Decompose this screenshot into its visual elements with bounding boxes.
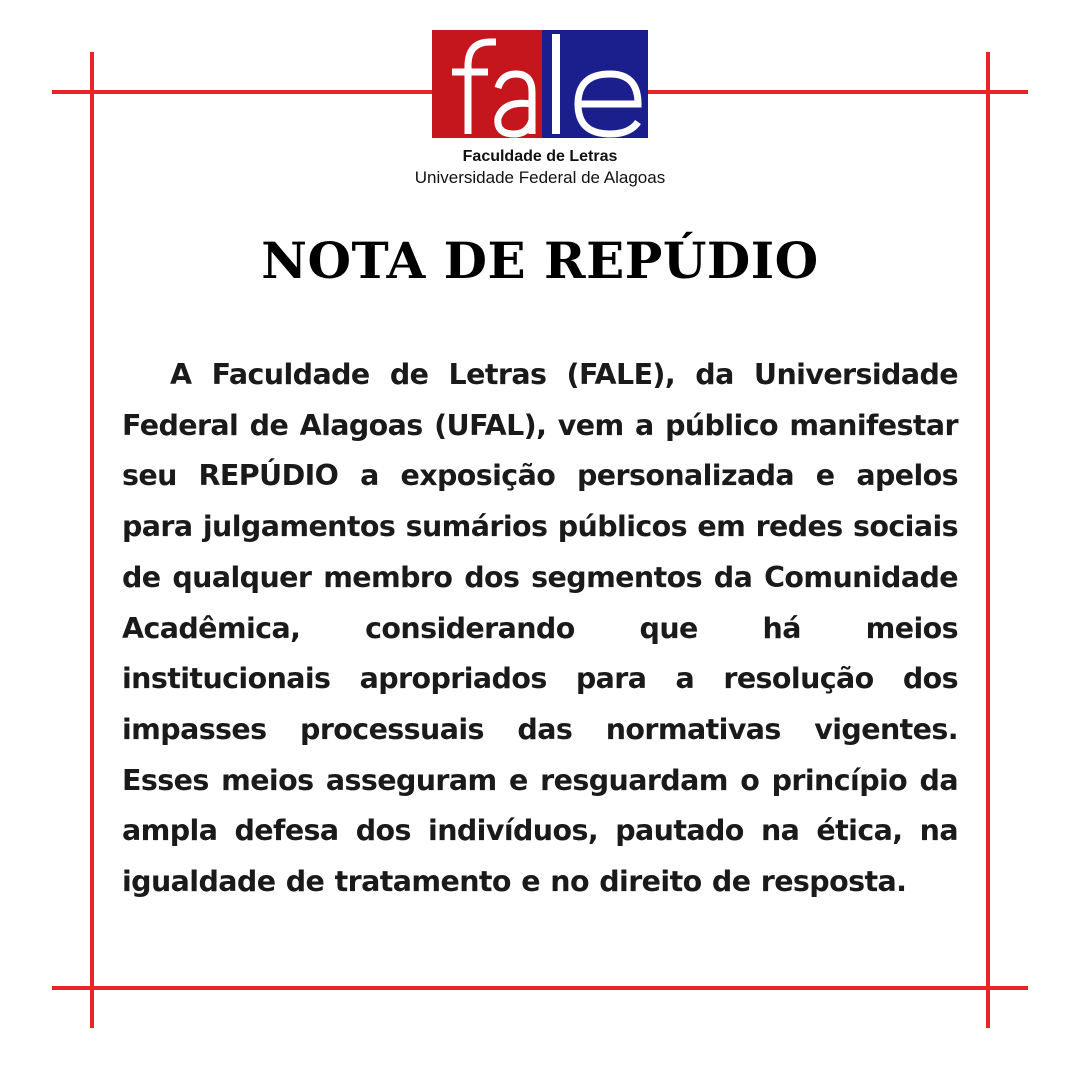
page-title: NOTA DE REPÚDIO	[261, 231, 819, 290]
frame-line-right	[986, 52, 990, 1028]
university-name: Universidade Federal de Alagoas	[414, 168, 666, 187]
frame-line-left	[90, 52, 94, 1028]
statement-body: A Faculdade de Letras (FALE), da Universidade Federal de Alagoas (UFAL), vem a público manifestar seu REPÚDIO a exposição personalizada e apelos para julgamentos sumários públicos em redes sociais de qualquer membro dos segmentos da Comunidade Acadêmica, considerando que há meios institucionais apropriados para a resolução dos impasses processuais das normativas vigentes. Esses meios asseguram e resguardam o princípio da ampla defesa dos indivíduos, pautado na ética, na igualdade de tratamento e no direito de resposta.	[122, 358, 958, 899]
fale-logo-mark	[432, 30, 648, 138]
frame-line-top-right	[648, 90, 1028, 94]
faculty-name: Faculdade de Letras	[462, 148, 618, 165]
frame-line-bottom	[52, 986, 1028, 990]
frame-line-top-left	[52, 90, 432, 94]
fale-logo	[432, 30, 648, 138]
